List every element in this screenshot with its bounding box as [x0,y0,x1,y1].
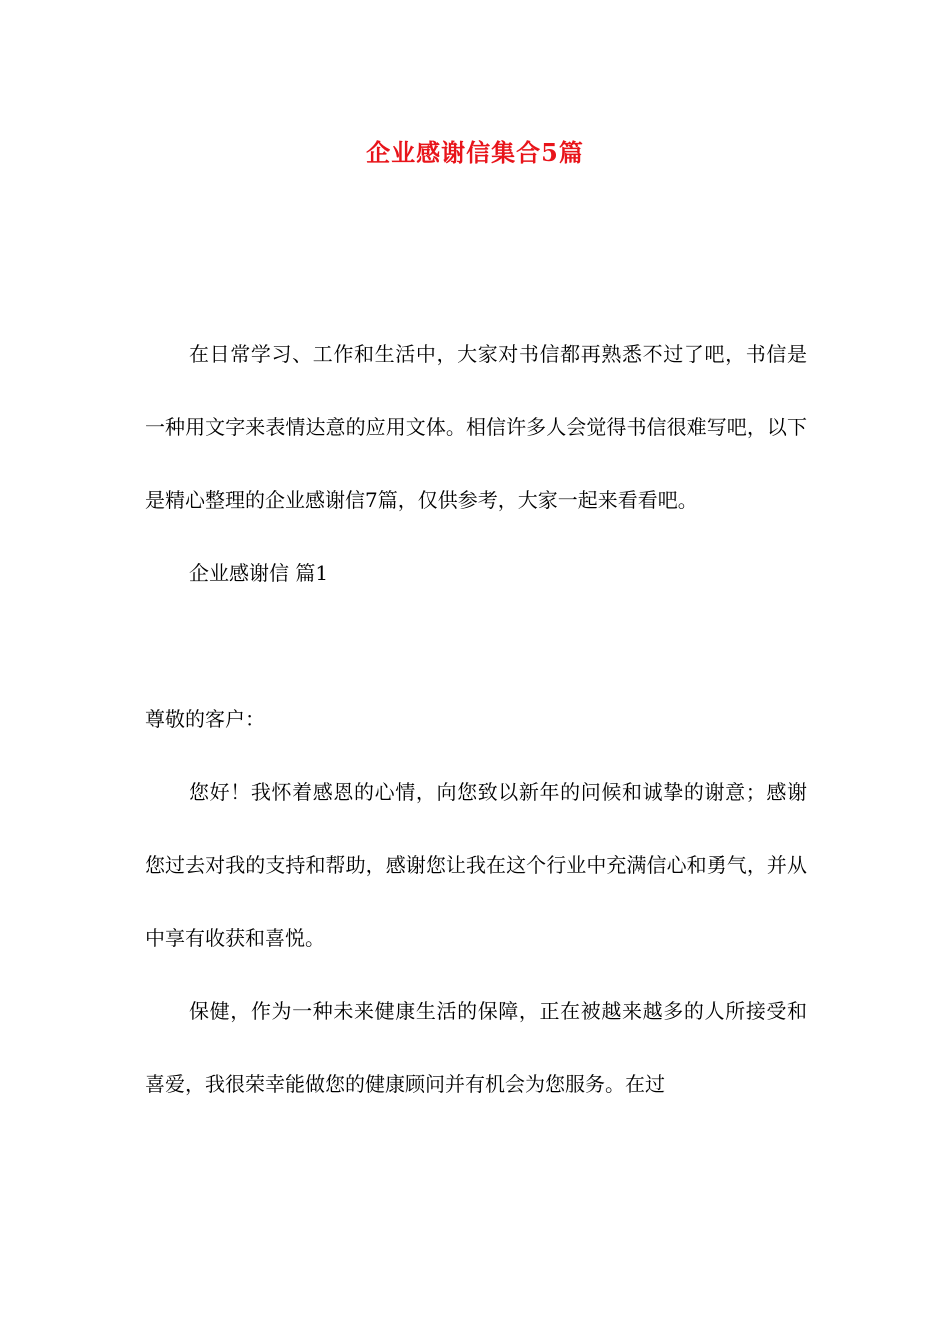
salutation: 尊敬的客户： [145,707,265,731]
intro-paragraph: 在日常学习、工作和生活中，大家对书信都再熟悉不过了吧，书信是一种用文字来表情达意的应用文体。相信许多人会觉得书信很难写吧，以下是精心整理的企业感谢信7篇，仅供参考，大家一起来看看吧。 [145,342,807,512]
section-spacer [145,610,807,683]
section-heading: 企业感谢信 篇1 [189,561,329,585]
document-title: 企业感谢信集合5篇 [366,138,584,167]
document-body [145,318,807,1121]
body-paragraph-2: 保健，作为一种未来健康生活的保障，正在被越来越多的人所接受和喜爱，我很荣幸能做您的健康顾问并有机会为您服务。在过 [145,999,807,1096]
body-paragraph-1: 您好！我怀着感恩的心情，向您致以新年的问候和诚挚的谢意；感谢您过去对我的支持和帮助，感谢您让我在这个行业中充满信心和勇气，并从中享有收获和喜悦。 [145,780,807,950]
